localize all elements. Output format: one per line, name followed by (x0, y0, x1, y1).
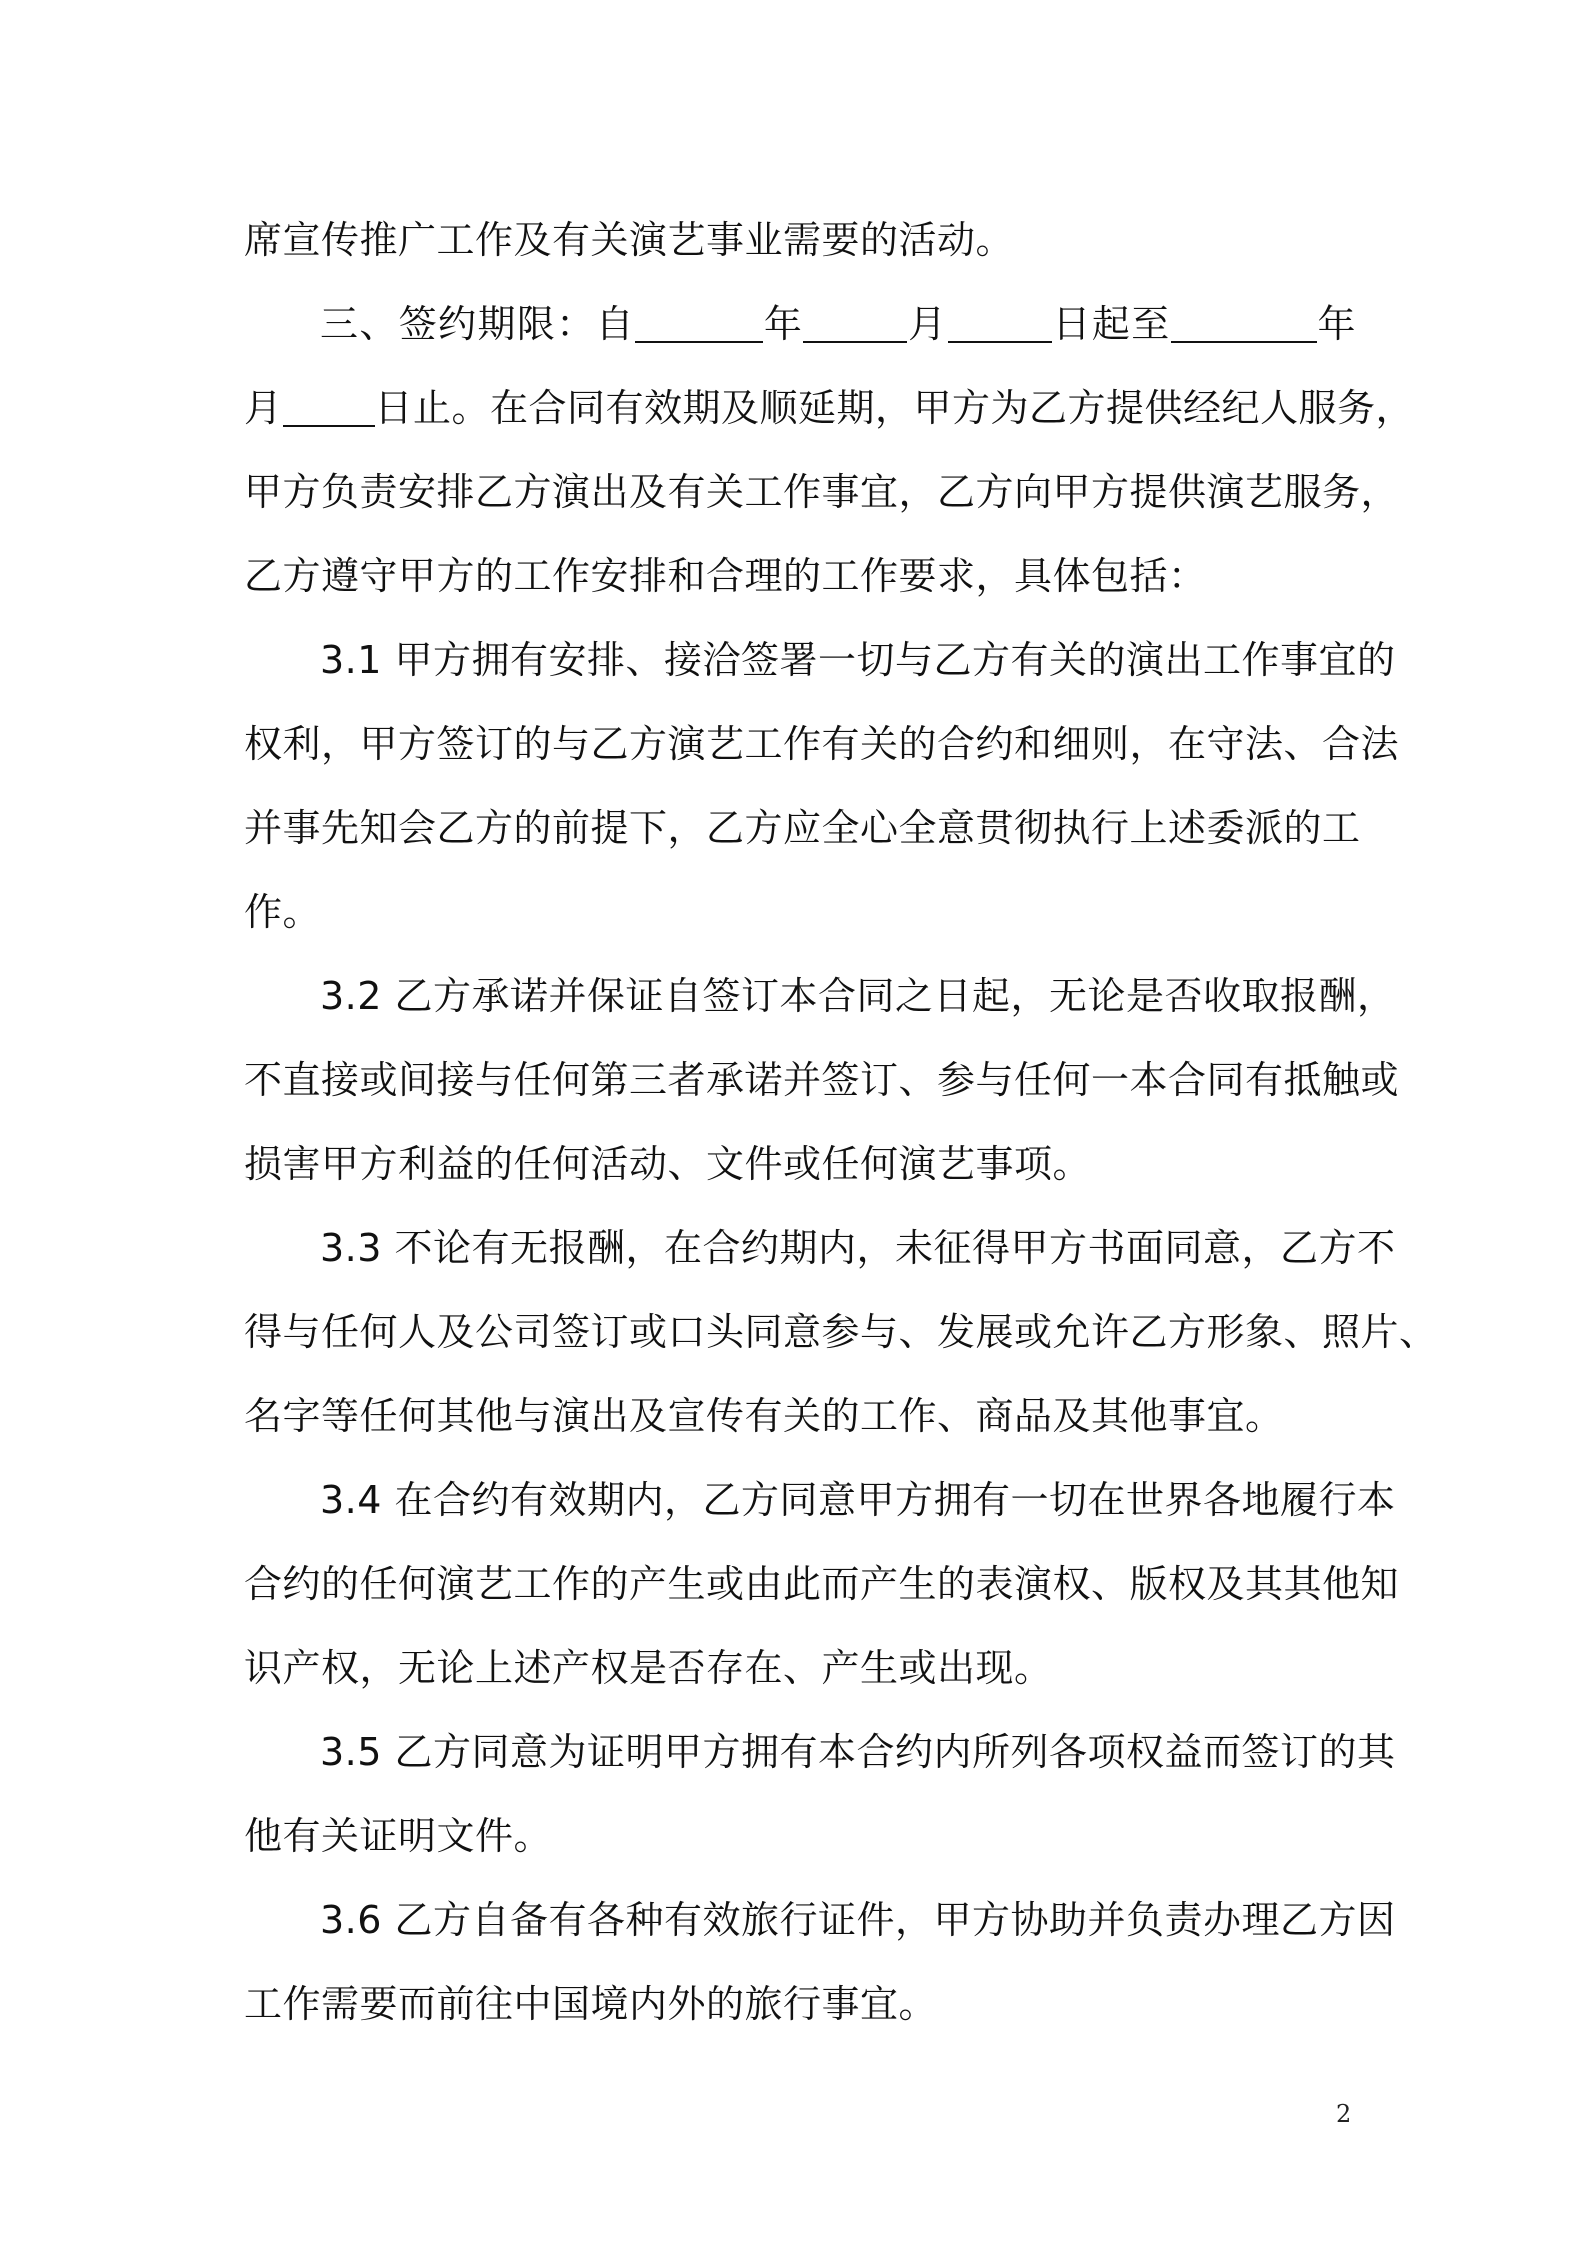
contract-term-line-2 (244, 366, 1415, 450)
text-line-1: 席宣传推广工作及有关演艺事业需要的活动。 (244, 218, 1015, 262)
clause-3-4-line-3: 识产权，无论上述产权是否存在、产生或出现。 (244, 1646, 1053, 1690)
start-day-blank (948, 301, 1052, 343)
text-line-5: 乙方遵守甲方的工作安排和合理的工作要求，具体包括： (244, 554, 1207, 598)
clause-3-1-line-4: 作。 (244, 890, 322, 934)
document-body (244, 198, 1438, 2046)
text-line-4: 甲方负责安排乙方演出及有关工作事宜，乙方向甲方提供演艺服务， (244, 470, 1400, 514)
clause-3-1-line-3: 并事先知会乙方的前提下，乙方应全心全意贯彻执行上述委派的工 (244, 806, 1361, 850)
year-label-2: 年 (1316, 302, 1356, 346)
clause-3-2-line-1: 3.2 乙方承诺并保证自签订本合同之日起，无论是否收取报酬， (320, 974, 1396, 1018)
start-year-blank (635, 301, 763, 343)
start-month-blank (803, 301, 907, 343)
clause-3-2-line-2: 不直接或间接与任何第三者承诺并签订、参与任何一本合同有抵触或 (244, 1058, 1400, 1102)
clause-3-3-line-1: 3.3 不论有无报酬，在合约期内，未征得甲方书面同意，乙方不 (320, 1226, 1396, 1270)
clause-3-5-line-1: 3.5 乙方同意为证明甲方拥有本合约内所列各项权益而签订的其 (320, 1730, 1396, 1774)
day-start-label: 日起至 (1051, 302, 1171, 346)
contract-term-line (244, 282, 1356, 366)
year-label-1: 年 (763, 302, 804, 346)
clause-3-2-line-3: 损害甲方利益的任何活动、文件或任何演艺事项。 (244, 1142, 1092, 1186)
clause-3-3-line-2: 得与任何人及公司签订或口头同意参与、发展或允许乙方形象、照片、 (244, 1310, 1438, 1354)
clause-3-1-line-1: 3.1 甲方拥有安排、接洽签署一切与乙方有关的演出工作事宜的 (320, 638, 1396, 682)
term-label: 三、签约期限：自 (320, 302, 636, 346)
clause-3-3-line-3: 名字等任何其他与演出及宣传有关的工作、商品及其他事宜。 (244, 1394, 1284, 1438)
month-label-2: 月 (244, 386, 283, 430)
month-label-1: 月 (907, 302, 948, 346)
end-year-blank (1171, 301, 1317, 343)
clause-3-4-line-1: 3.4 在合约有效期内，乙方同意甲方拥有一切在世界各地履行本 (320, 1478, 1396, 1522)
end-day-blank (283, 385, 375, 427)
clause-3-1-line-2: 权利，甲方签订的与乙方演艺工作有关的合约和细则，在守法、合法 (244, 722, 1400, 766)
clause-3-6-line-2: 工作需要而前往中国境内外的旅行事宜。 (244, 1982, 938, 2026)
clause-3-6-line-1: 3.6 乙方自备有各种有效旅行证件，甲方协助并负责办理乙方因 (320, 1898, 1396, 1942)
clause-3-5-line-2: 他有关证明文件。 (244, 1814, 553, 1858)
clause-3-4-line-2: 合约的任何演艺工作的产生或由此而产生的表演权、版权及其其他知 (244, 1562, 1400, 1606)
day-end-label: 日止。在合同有效期及顺延期，甲方为乙方提供经纪人服务， (374, 386, 1415, 430)
page-number: 2 (1336, 2100, 1352, 2128)
